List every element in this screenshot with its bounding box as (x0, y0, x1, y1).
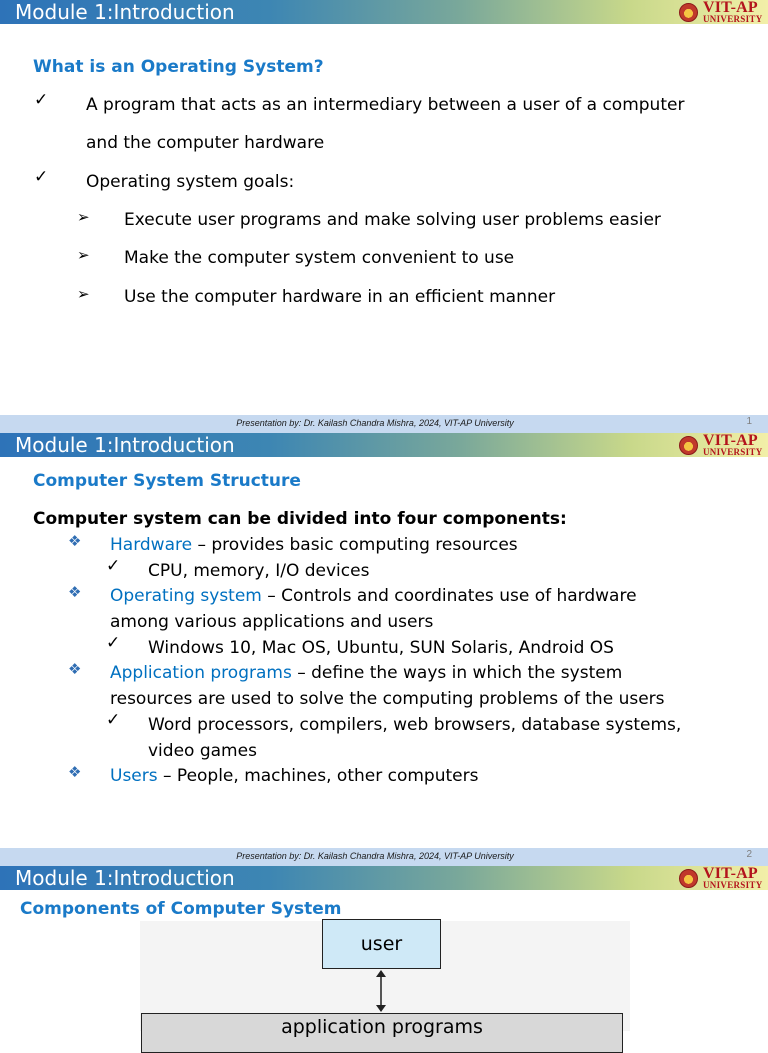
lead-text: Computer system can be divided into four components: (33, 509, 567, 529)
check-icon: ✓ (34, 167, 49, 187)
emblem-icon (679, 436, 698, 455)
footer-credit: Presentation by: Dr. Kailash Chandra Mishra, 2024, VIT-AP University (236, 851, 514, 861)
component-line (110, 586, 637, 606)
component-example-cont: video games (148, 741, 257, 761)
university-logo (679, 0, 765, 24)
diamond-bullet-icon: ❖ (68, 763, 82, 781)
logo-main-text: VIT-AP (703, 432, 758, 449)
check-icon: ✓ (106, 556, 121, 576)
diagram-user-box: user (322, 919, 441, 969)
component-line (110, 766, 478, 786)
component-term: Operating system (110, 586, 262, 606)
component-example: Windows 10, Mac OS, Ubuntu, SUN Solaris, Android OS (148, 638, 614, 658)
slide-footer (0, 415, 768, 433)
slide-subtitle: Computer System Structure (33, 471, 301, 491)
title-bar (0, 0, 768, 24)
university-logo (679, 866, 765, 890)
logo-sub-text: UNIVERSITY (703, 447, 763, 457)
footer-credit: Presentation by: Dr. Kailash Chandra Mishra, 2024, VIT-AP University (236, 418, 514, 428)
component-line (110, 663, 622, 683)
diamond-bullet-icon: ❖ (68, 583, 82, 601)
component-desc: – People, machines, other computers (157, 766, 479, 786)
slide-subtitle: What is an Operating System? (33, 57, 324, 77)
bullet-text: and the computer hardware (86, 133, 325, 153)
component-desc-cont: resources are used to solve the computing problems of the users (110, 689, 665, 709)
slide-title: Module 1:Introduction (15, 0, 235, 24)
component-desc-cont: among various applications and users (110, 612, 434, 632)
logo-sub-text: UNIVERSITY (703, 880, 763, 890)
page-number: 2 (746, 849, 752, 860)
check-icon: ✓ (106, 710, 121, 730)
goal-text: Make the computer system convenient to use (124, 248, 515, 268)
diamond-bullet-icon: ❖ (68, 532, 82, 550)
component-desc: – Controls and coordinates use of hardware (261, 586, 637, 606)
arrow-icon: ➢ (77, 285, 90, 303)
slide-title: Module 1:Introduction (15, 433, 235, 457)
component-example: CPU, memory, I/O devices (148, 561, 370, 581)
slide-title: Module 1:Introduction (15, 866, 235, 890)
diamond-bullet-icon: ❖ (68, 660, 82, 678)
component-term: Hardware (110, 535, 193, 555)
title-bar (0, 433, 768, 457)
double-arrow-icon (373, 969, 389, 1013)
slide-subtitle: Components of Computer System (20, 899, 342, 919)
emblem-icon (679, 3, 698, 22)
emblem-icon (679, 869, 698, 888)
page-number: 1 (746, 416, 752, 427)
check-icon: ✓ (106, 633, 121, 653)
slide-1 (0, 0, 768, 433)
component-term: Users (110, 766, 158, 786)
arrow-icon: ➢ (77, 246, 90, 264)
university-logo (679, 433, 765, 457)
logo-main-text: VIT-AP (703, 865, 758, 882)
check-icon: ✓ (34, 90, 49, 110)
component-example: Word processors, compilers, web browsers, database systems, (148, 715, 682, 735)
goal-text: Use the computer hardware in an efficient manner (124, 287, 556, 307)
title-bar (0, 866, 768, 890)
component-desc: – provides basic computing resources (192, 535, 518, 555)
bullet-text: Operating system goals: (86, 172, 295, 192)
logo-sub-text: UNIVERSITY (703, 14, 763, 24)
component-line (110, 535, 518, 555)
slide-2 (0, 433, 768, 866)
goal-text: Execute user programs and make solving user problems easier (124, 210, 661, 230)
component-desc: – define the ways in which the system (291, 663, 623, 683)
logo-main-text: VIT-AP (703, 0, 758, 16)
arrow-icon: ➢ (77, 208, 90, 226)
bullet-text: A program that acts as an intermediary between a user of a computer (86, 95, 685, 115)
diagram-apps-box: application programs (141, 1013, 623, 1053)
component-term: Application programs (110, 663, 292, 683)
slide-footer (0, 848, 768, 866)
slide-3 (0, 865, 768, 1038)
